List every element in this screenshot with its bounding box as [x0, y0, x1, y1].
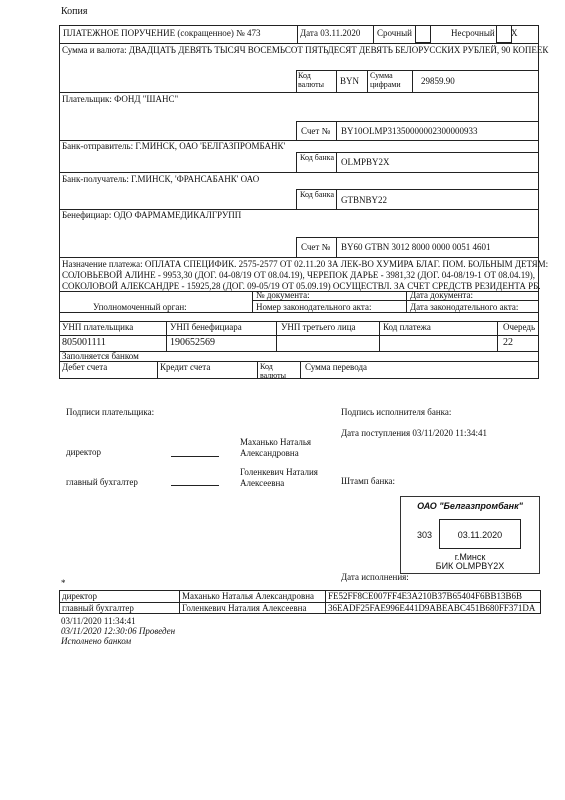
copy-label: Копия — [61, 6, 88, 17]
payer-account-label: Счет № — [301, 126, 331, 136]
law-act-date-label: Дата законодательного акта: — [410, 302, 519, 312]
queue-value: 22 — [503, 337, 513, 348]
key-row-name: Голенкевич Наталия Алексеевна — [182, 603, 307, 613]
director-label: директор — [66, 447, 101, 457]
accountant-signature-line[interactable] — [171, 485, 219, 486]
beneficiary-name: Бенефициар: ОДО ФАРМАМЕДИКАЛГРУПП — [62, 210, 242, 220]
director-name-line1: Маханько Наталья — [240, 437, 312, 447]
unp-payer-label: УНП плательщика — [62, 322, 134, 332]
non-urgent-checkbox[interactable] — [496, 25, 512, 43]
payer-name: Плательщик: ФОНД "ШАНС" — [62, 94, 179, 104]
receipt-date: Дата поступления 03/11/2020 11:34:41 — [341, 428, 487, 438]
amount-words: Сумма и валюта: ДВАДЦАТЬ ДЕВЯТЬ ТЫСЯЧ ВОСЕМЬСОТ ПЯТЬДЕСЯТ ДЕВЯТЬ БЕЛОРУССКИХ РУБЛЕЙ, 90 КОПЕЕК — [62, 45, 549, 55]
payment-purpose — [62, 259, 548, 292]
bank-stamp-label: Штамп банка: — [341, 476, 395, 486]
key-row-role: директор — [62, 591, 97, 601]
key-row-hash: 36EADF25FAE996E441D9ABEABC451B680FF371DA — [328, 603, 536, 613]
accountant-name-line1: Голенкевич Наталия — [240, 467, 318, 477]
receiver-bank: Банк-получатель: Г.МИНСК, 'ФРАНСАБАНК' ОАО — [62, 174, 260, 184]
non-urgent-mark: X — [511, 28, 518, 38]
sender-bank-code-label: Код банка — [300, 153, 334, 162]
footer-processed: 03/11/2020 12:30:06 Проведен — [61, 626, 176, 636]
queue-label: Очередь — [503, 322, 536, 332]
document-date: Дата 03.11.2020 — [300, 28, 361, 38]
law-act-number-label: Номер законодательного акта: — [256, 302, 372, 312]
doc-date-label: Дата документа: — [410, 290, 473, 300]
currency-code-label: Код валюты — [298, 71, 325, 89]
key-row-name: Маханько Наталья Александровна — [182, 591, 315, 601]
execution-date-label: Дата исполнения: — [341, 572, 409, 582]
stamp-number: 303 — [417, 530, 433, 540]
doc-number-label: № документа: — [256, 290, 310, 300]
document-title: ПЛАТЕЖНОЕ ПОРУЧЕНИЕ (сокращенное) № 473 — [63, 28, 261, 38]
unp-payer: 805001111 — [62, 337, 106, 348]
beneficiary-account: BY60 GTBN 3012 8000 0000 0051 4601 — [341, 242, 491, 252]
payer-account: BY10OLMP31350000002300000933 — [341, 126, 478, 136]
footer-timestamp: 03/11/2020 11:34:41 — [61, 616, 136, 626]
sender-bank-code: OLMPBY2X — [341, 157, 390, 167]
key-row-role: главный бухгалтер — [62, 603, 134, 613]
payer-signatures-label: Подписи плательщика: — [66, 407, 155, 417]
beneficiary-account-label: Счет № — [301, 242, 331, 252]
sender-bank: Банк-отправитель: Г.МИНСК, ОАО 'БЕЛГАЗПРОМБАНК' — [62, 141, 286, 151]
unp-beneficiary: 190652569 — [170, 337, 215, 348]
receiver-bank-code-label: Код банка — [300, 190, 334, 199]
stamp-bik: БИК OLMPBY2X — [435, 561, 505, 571]
credit-account-label: Кредит счета — [160, 362, 211, 372]
sum-digits-label: Сумма цифрами — [370, 71, 401, 89]
stamp-date-box — [439, 519, 521, 549]
footer-star: * — [61, 578, 66, 588]
urgent-checkbox[interactable] — [415, 25, 431, 43]
accountant-label: главный бухгалтер — [66, 477, 138, 487]
non-urgent-label: Несрочный — [451, 28, 495, 38]
unp-beneficiary-label: УНП бенефициара — [170, 322, 242, 332]
unp-third-label: УНП третьего лица — [281, 322, 356, 332]
payment-code-label: Код платежа — [383, 322, 431, 332]
purpose-line: СОКОЛОВОЙ АЛЕКСАНДРЕ - 15925,28 (ДОГ. 09-05/19 ОТ 05.09.19) ОСУЩЕСТВЛ. ЗА СЧЕТ СРЕДСТВ РЕЗИДЕНТА РБ. — [62, 281, 541, 291]
bank-stamp — [400, 496, 540, 574]
director-name-line2: Александровна — [240, 448, 299, 458]
transfer-sum-label: Сумма перевода — [305, 362, 368, 372]
bank-executor-signature-label: Подпись исполнителя банка: — [341, 407, 452, 417]
stamp-bank-name: ОАО "Белгазпромбанк" — [417, 501, 523, 511]
bank-currency-code-label: Код валюты — [260, 362, 287, 380]
purpose-line: СОЛОВЬЕВОЙ АЛИНЕ - 9953,30 (ДОГ. 04-08/19 ОТ 08.04.19), ЧЕРЕПОК ДАРЬЕ - 3981,32 (ДОГ. 04-08/19-1 ОТ 08.04.19), — [62, 270, 535, 280]
currency-code: BYN — [340, 76, 360, 86]
urgent-label: Срочный — [377, 28, 412, 38]
receiver-bank-code: GTBNBY22 — [341, 195, 388, 205]
debit-account-label: Дебет счета — [62, 362, 108, 372]
key-row-hash: FE52FF8CE007FF4E3A210B37B65404F6BB13B6B — [328, 591, 523, 601]
footer-executed: Исполнено банком — [61, 636, 132, 646]
stamp-city: г.Минск — [454, 552, 486, 562]
purpose-line: Назначение платежа: ОПЛАТА СПЕЦИФИК. 2575-2577 ОТ 02.11.20 ЗА ЛЕК-ВО ХУМИРА БЛАГ. ПОМ. БОЛЬНЫМ ДЕТЯМ: — [62, 259, 549, 269]
authority-label: Уполномоченный орган: — [93, 302, 187, 312]
bank-filled-title: Заполняется банком — [62, 351, 139, 361]
stamp-date: 03.11.2020 — [457, 530, 503, 540]
director-signature-line[interactable] — [171, 456, 219, 457]
accountant-name-line2: Алексеевна — [240, 478, 285, 488]
sum-digits: 29859.90 — [421, 76, 455, 86]
